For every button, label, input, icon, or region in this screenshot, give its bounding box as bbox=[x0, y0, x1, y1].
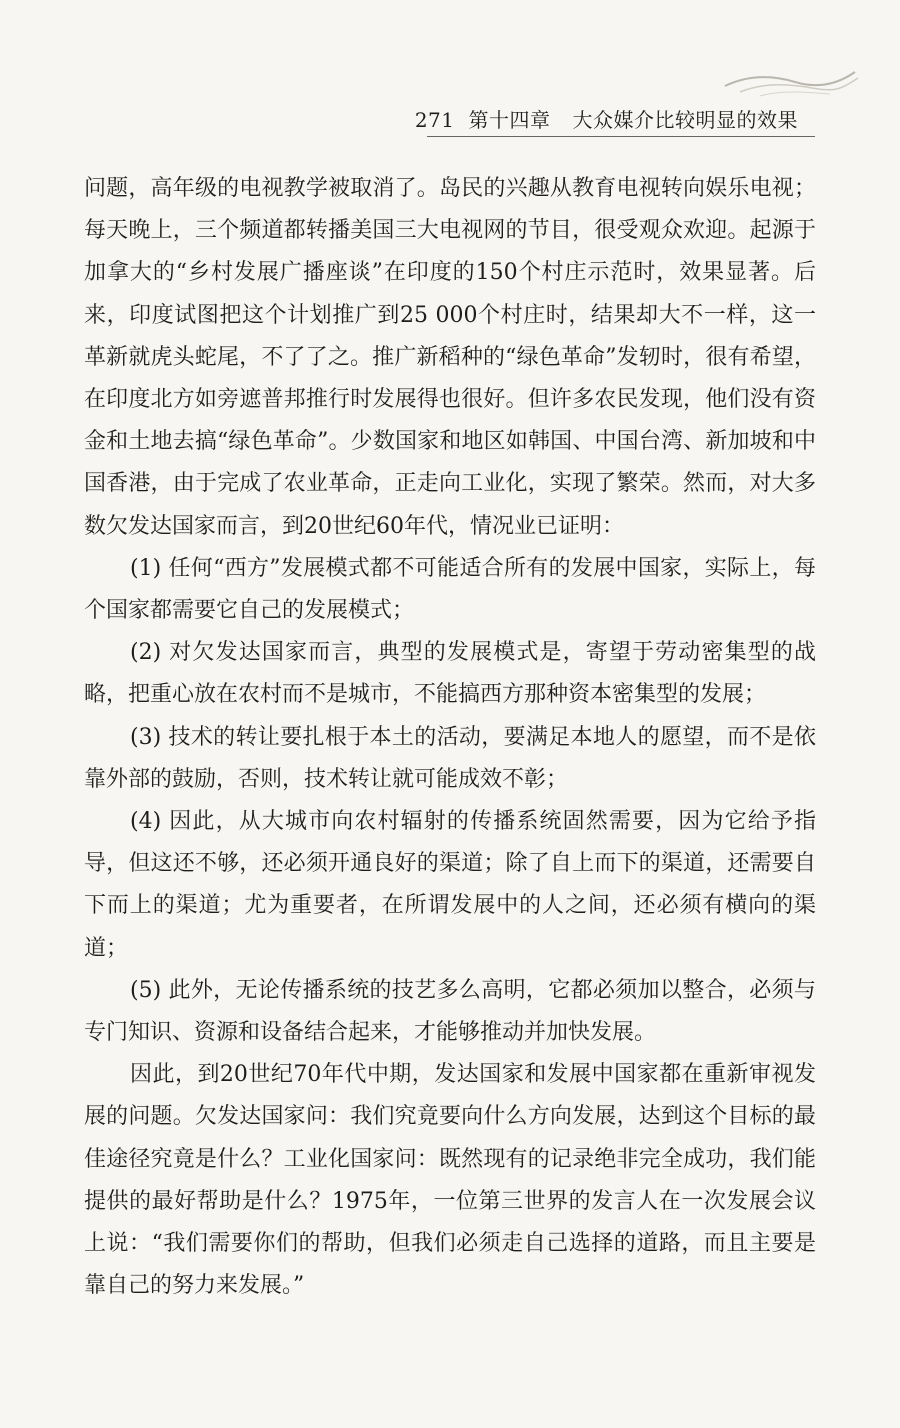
header-ornament bbox=[720, 64, 860, 104]
list-item-3: (3) 技术的转让要扎根于本土的活动，要满足本地人的愿望，而不是依靠外部的鼓励，否则，技术转让就可能成效不彰； bbox=[84, 724, 816, 792]
chapter-title: 大众媒介比较明显的效果 bbox=[572, 108, 798, 132]
header-rule bbox=[427, 136, 815, 137]
running-header bbox=[415, 108, 798, 132]
list-item-1: (1) 任何“西方”发展模式都不可能适合所有的发展中国家，实际上，每个国家都需要它自己的发展模式； bbox=[84, 555, 816, 624]
page-number: 271 bbox=[414, 108, 455, 132]
list-item-2: (2) 对欠发达国家而言，典型的发展模式是，寄望于劳动密集型的战略，把重心放在农村而不是城市，不能搞西方那种资本密集型的发展； bbox=[84, 640, 816, 708]
chapter-label: 第十四章 bbox=[468, 108, 551, 132]
paragraph: 因此，到20世纪70年代中期，发达国家和发展中国家都在重新审视发展的问题。欠发达国家问：我们究竟要向什么方向发展，达到这个目标的最佳途径究竟是什么？工业化国家问：既然现有的记录绝非完全成功，我们能提供的最好帮助是什么？1975年，一位第三世界的发言人在一次发展会议上说：“我们需要你们的帮助，但我们必须走自己选择的道路，而且主要是靠自己的努力来发展。” bbox=[84, 1062, 816, 1299]
paragraph: 问题，高年级的电视教学被取消了。岛民的兴趣从教育电视转向娱乐电视；每天晚上，三个频道都转播美国三大电视网的节目，很受观众欢迎。起源于加拿大的“乡村发展广播座谈”在印度的150个村庄示范时，效果显著。后来，印度试图把这个计划推广到25 000个村庄时，结果却大不一样，这一革新就虎头蛇尾，不了了之。推广新稻种的“绿色革命”发轫时，很有希望，在印度北方如旁遮普邦推行时发展得也很好。但许多农民发现，他们没有资金和土地去搞“绿色革命”。少数国家和地区如韩国、中国台湾、新加坡和中国香港，由于完成了农业革命，正走向工业化，实现了繁荣。然而，对大多数欠发达国家而言，到20世纪60年代，情况业已证明： bbox=[84, 176, 816, 539]
text-body bbox=[84, 168, 816, 1307]
list-item-4: (4) 因此，从大城市向农村辐射的传播系统固然需要，因为它给予指导，但这还不够，还必须开通良好的渠道；除了自上而下的渠道，还需要自下而上的渠道；尤为重要者，在所谓发展中的人之间，还必须有横向的渠道； bbox=[84, 809, 816, 961]
list-item-5: (5) 此外，无论传播系统的技艺多么高明，它都必须加以整合，必须与专门知识、资源和设备结合起来，才能够推动并加快发展。 bbox=[84, 977, 816, 1046]
